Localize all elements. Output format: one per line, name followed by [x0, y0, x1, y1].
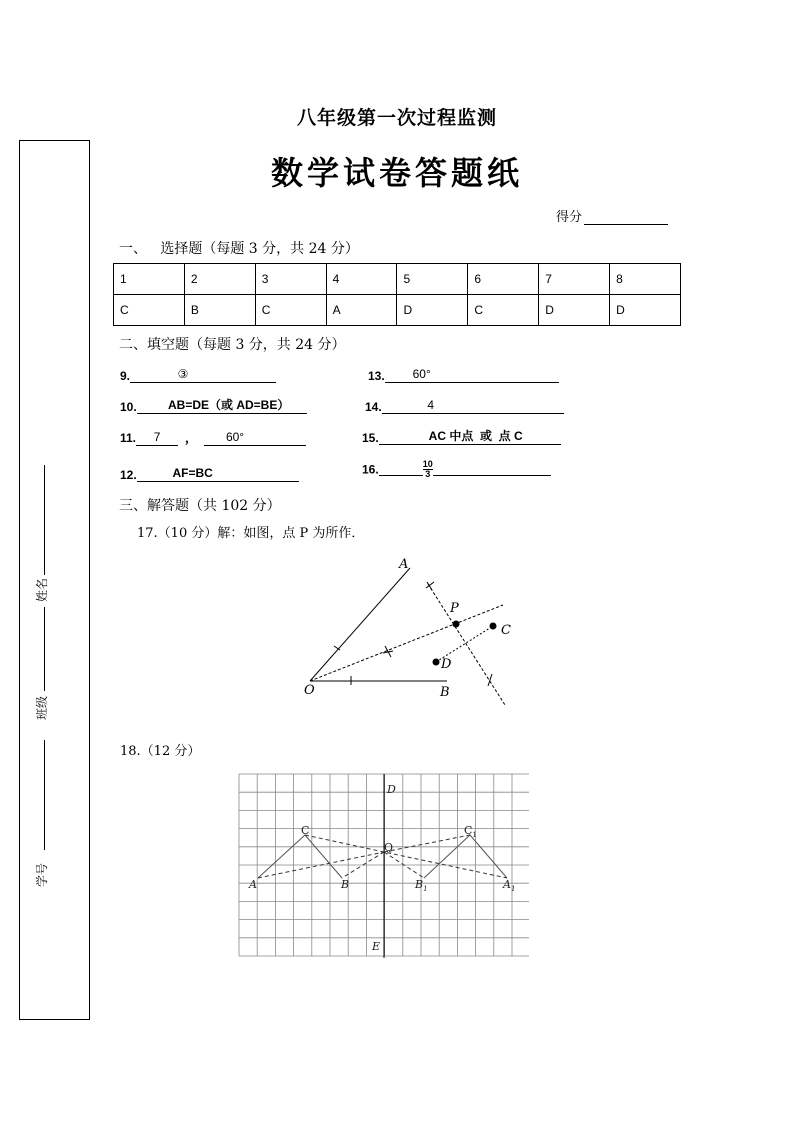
class-line[interactable]: [44, 607, 45, 691]
question-number: 15.: [362, 431, 379, 445]
arc-mark: [426, 582, 434, 590]
label-E: E: [372, 940, 381, 953]
label-D: D: [441, 657, 452, 672]
figure-18: [237, 772, 529, 962]
table-cell: C: [468, 295, 539, 326]
table-cell: C: [114, 295, 185, 326]
blank-q16: [362, 460, 551, 479]
blank-q10: [120, 398, 307, 414]
answer-value: AF=BC: [137, 466, 299, 482]
question-number: 11.: [120, 431, 137, 445]
arc-mark: [488, 674, 492, 686]
fraction-numerator: 10: [422, 459, 433, 469]
label-B: B: [341, 878, 350, 891]
student-id-line[interactable]: [44, 740, 45, 850]
section3-heading: 三、解答题（共 102 分）: [119, 498, 281, 514]
answer-separator: ，: [185, 431, 198, 445]
table-row: [114, 295, 681, 326]
q18-text: 18.（12 分）: [120, 744, 201, 759]
answer-value: ③: [130, 367, 276, 383]
answer-value: 4: [382, 398, 564, 414]
question-number: 9.: [120, 369, 131, 383]
question-number: 12.: [120, 468, 137, 482]
answer-value: 60°: [385, 367, 559, 383]
answer-fraction: [423, 460, 433, 479]
label-A: A: [399, 557, 409, 572]
table-cell: 8: [610, 264, 681, 295]
exam-title: 数学试卷答题纸: [270, 154, 523, 192]
ray-OA: [310, 568, 410, 681]
label-C1: $C_1$: [464, 824, 477, 839]
figure-17: [290, 550, 520, 710]
choice-answer-table: [113, 263, 681, 326]
label-C: C: [301, 824, 310, 837]
label-Q: Q: [384, 841, 394, 854]
answer-value: AB=DE（或 AD=BE）: [137, 398, 307, 414]
table-cell: 2: [184, 264, 255, 295]
score-blank[interactable]: [584, 210, 668, 225]
q17-text: 17.（10 分）解：如图，点 P 为所作．: [137, 526, 365, 541]
label-B1: $B_1$: [415, 878, 428, 893]
blank-q12: [120, 466, 299, 482]
label-B: B: [440, 685, 450, 700]
dashed-lines: [258, 835, 507, 878]
table-cell: 5: [397, 264, 468, 295]
table-cell: D: [397, 295, 468, 326]
table-cell: D: [610, 295, 681, 326]
bisector-line: [310, 605, 503, 681]
label-D: D: [387, 783, 396, 796]
answer-line: [379, 463, 423, 476]
table-cell: D: [539, 295, 610, 326]
triangle-A1B1C1: [424, 835, 507, 878]
table-cell: 4: [326, 264, 397, 295]
exam-subtitle: 八年级第一次过程监测: [296, 107, 497, 129]
label-A: A: [249, 878, 257, 891]
name-line[interactable]: [44, 465, 45, 575]
answer-value: 7: [136, 430, 178, 446]
question-number: 14.: [365, 400, 382, 414]
label-C: C: [501, 623, 511, 638]
question-number: 16.: [362, 462, 379, 477]
class-label: 班级: [35, 695, 49, 720]
answer-line: [433, 463, 551, 476]
blank-q15: [362, 429, 561, 445]
name-label: 姓名: [35, 577, 49, 602]
section2-heading: 二、填空题（每题 3 分，共 24 分）: [119, 337, 346, 353]
label-P: P: [450, 601, 459, 616]
question-number: 10.: [120, 400, 137, 414]
score-field[interactable]: [556, 206, 668, 225]
table-cell: B: [184, 295, 255, 326]
answer-value: 60°: [204, 430, 306, 446]
point-D: [433, 659, 440, 666]
triangle-ABC: [258, 835, 342, 878]
blank-q13: [368, 367, 559, 383]
section1-heading: 一、 选择题（每题 3 分，共 24 分）: [119, 241, 359, 257]
table-cell: 1: [114, 264, 185, 295]
fraction-denominator: 3: [425, 469, 431, 479]
blank-q14: [365, 398, 564, 414]
answer-value: AC 中点 或 点 C: [379, 429, 561, 445]
label-O: O: [304, 683, 315, 698]
blank-q9: [120, 367, 276, 383]
table-cell: 7: [539, 264, 610, 295]
table-cell: C: [255, 295, 326, 326]
label-A1: $A_1$: [503, 878, 516, 893]
student-id-label: 学号: [35, 862, 49, 887]
point-C: [490, 623, 497, 630]
binding-sidebar: [19, 140, 90, 1020]
table-row: [114, 264, 681, 295]
point-P: [453, 621, 460, 628]
blank-q11: [120, 429, 306, 446]
table-cell: 3: [255, 264, 326, 295]
table-cell: A: [326, 295, 397, 326]
table-cell: 6: [468, 264, 539, 295]
score-label: 得分: [556, 210, 583, 225]
question-number: 13.: [368, 369, 385, 383]
